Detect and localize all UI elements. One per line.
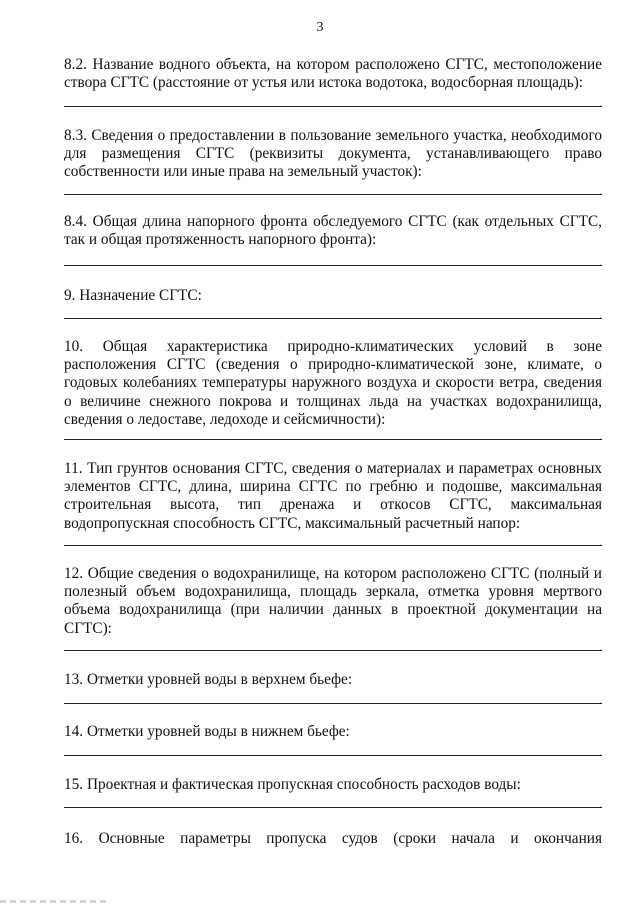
answer-line-10[interactable] bbox=[64, 429, 602, 443]
section-13-text: 13. Отметки уровней воды в верхнем бьефе: bbox=[64, 671, 353, 688]
section-8-4-text: 8.4. Общая длина напорного фронта обследуемого СГТС (как отдельных СГТС, так и общая протяженность напорного фронта): bbox=[64, 213, 602, 249]
section-15-text: 15. Проектная и фактическая пропускная способность расходов воды: bbox=[64, 776, 521, 793]
page-number: 3 bbox=[316, 20, 324, 35]
line-end-mark: . bbox=[599, 640, 602, 654]
section-14-text: 14. Отметки уровней воды в нижнем бьефе: bbox=[64, 723, 350, 740]
section-9 bbox=[64, 287, 602, 305]
answer-line-8-4[interactable] bbox=[64, 255, 602, 269]
section-8-2-text: 8.2. Название водного объекта, на котором расположено СГТС, местоположение створа СГТС (расстояние от устья или истока водотока, водосборная площадь): bbox=[64, 56, 602, 92]
section-12 bbox=[64, 565, 602, 638]
line-end-mark: . bbox=[599, 535, 602, 549]
line-end-mark: . bbox=[599, 96, 602, 110]
line-end-mark: . bbox=[599, 255, 602, 269]
line-end-mark: . bbox=[599, 308, 602, 322]
answer-line-8-2[interactable] bbox=[64, 96, 602, 110]
line-end-mark: . bbox=[599, 693, 602, 707]
section-11 bbox=[64, 460, 602, 533]
section-8-3 bbox=[64, 127, 602, 182]
section-10-text: 10. Общая характеристика природно-климатических условий в зоне расположения СГТС (сведения о природно-климатической зоне, климате, о годовых колебаниях температуры наружного воздуха и скорости ветра, сведения о величине снежного покрова и толщинах льда на участках водохранилища, сведения о ледоставе, ледоходе и сейсмичности): bbox=[64, 338, 602, 428]
section-8-3-text: 8.3. Сведения о предоставлении в пользование земельного участка, необходимого для размещения СГТС (реквизиты документа, устанавливающего право собственности или иные права на земельный участок): bbox=[64, 127, 602, 181]
scan-edge-artifact bbox=[0, 900, 110, 903]
answer-line-11[interactable] bbox=[64, 535, 602, 549]
section-10 bbox=[64, 338, 602, 429]
line-end-mark: . bbox=[599, 429, 602, 443]
section-13 bbox=[64, 671, 602, 689]
section-14 bbox=[64, 723, 602, 741]
section-15 bbox=[64, 776, 602, 794]
answer-line-9[interactable] bbox=[64, 308, 602, 322]
section-16 bbox=[64, 830, 602, 848]
section-16-text: 16. Основные параметры пропуска судов (сроки начала и окончания bbox=[64, 830, 602, 847]
answer-line-15[interactable] bbox=[64, 797, 602, 811]
line-end-mark: . bbox=[599, 797, 602, 811]
line-end-mark: . bbox=[599, 184, 602, 198]
section-11-text: 11. Тип грунтов основания СГТС, сведения о материалах и параметрах основных элементов СГТС, длина, ширина СГТС по гребню и подошве, максимальная строительная высота, тип дренажа и откосов СГТС, максимальная водопропускная способность СГТС, максимальный расчетный напор: bbox=[64, 460, 602, 532]
section-9-text: 9. Назначение СГТС: bbox=[64, 287, 202, 304]
section-12-text: 12. Общие сведения о водохранилище, на котором расположено СГТС (полный и полезный объем водохранилища, площадь зеркала, отметка уровня мертвого объема водохранилища (при наличии данных в проектной документации на СГТС): bbox=[64, 565, 602, 637]
section-8-2 bbox=[64, 56, 602, 92]
answer-line-14[interactable] bbox=[64, 745, 602, 759]
answer-line-8-3[interactable] bbox=[64, 184, 602, 198]
answer-line-13[interactable] bbox=[64, 693, 602, 707]
answer-line-12[interactable] bbox=[64, 640, 602, 654]
section-8-4 bbox=[64, 213, 602, 249]
line-end-mark: . bbox=[599, 745, 602, 759]
